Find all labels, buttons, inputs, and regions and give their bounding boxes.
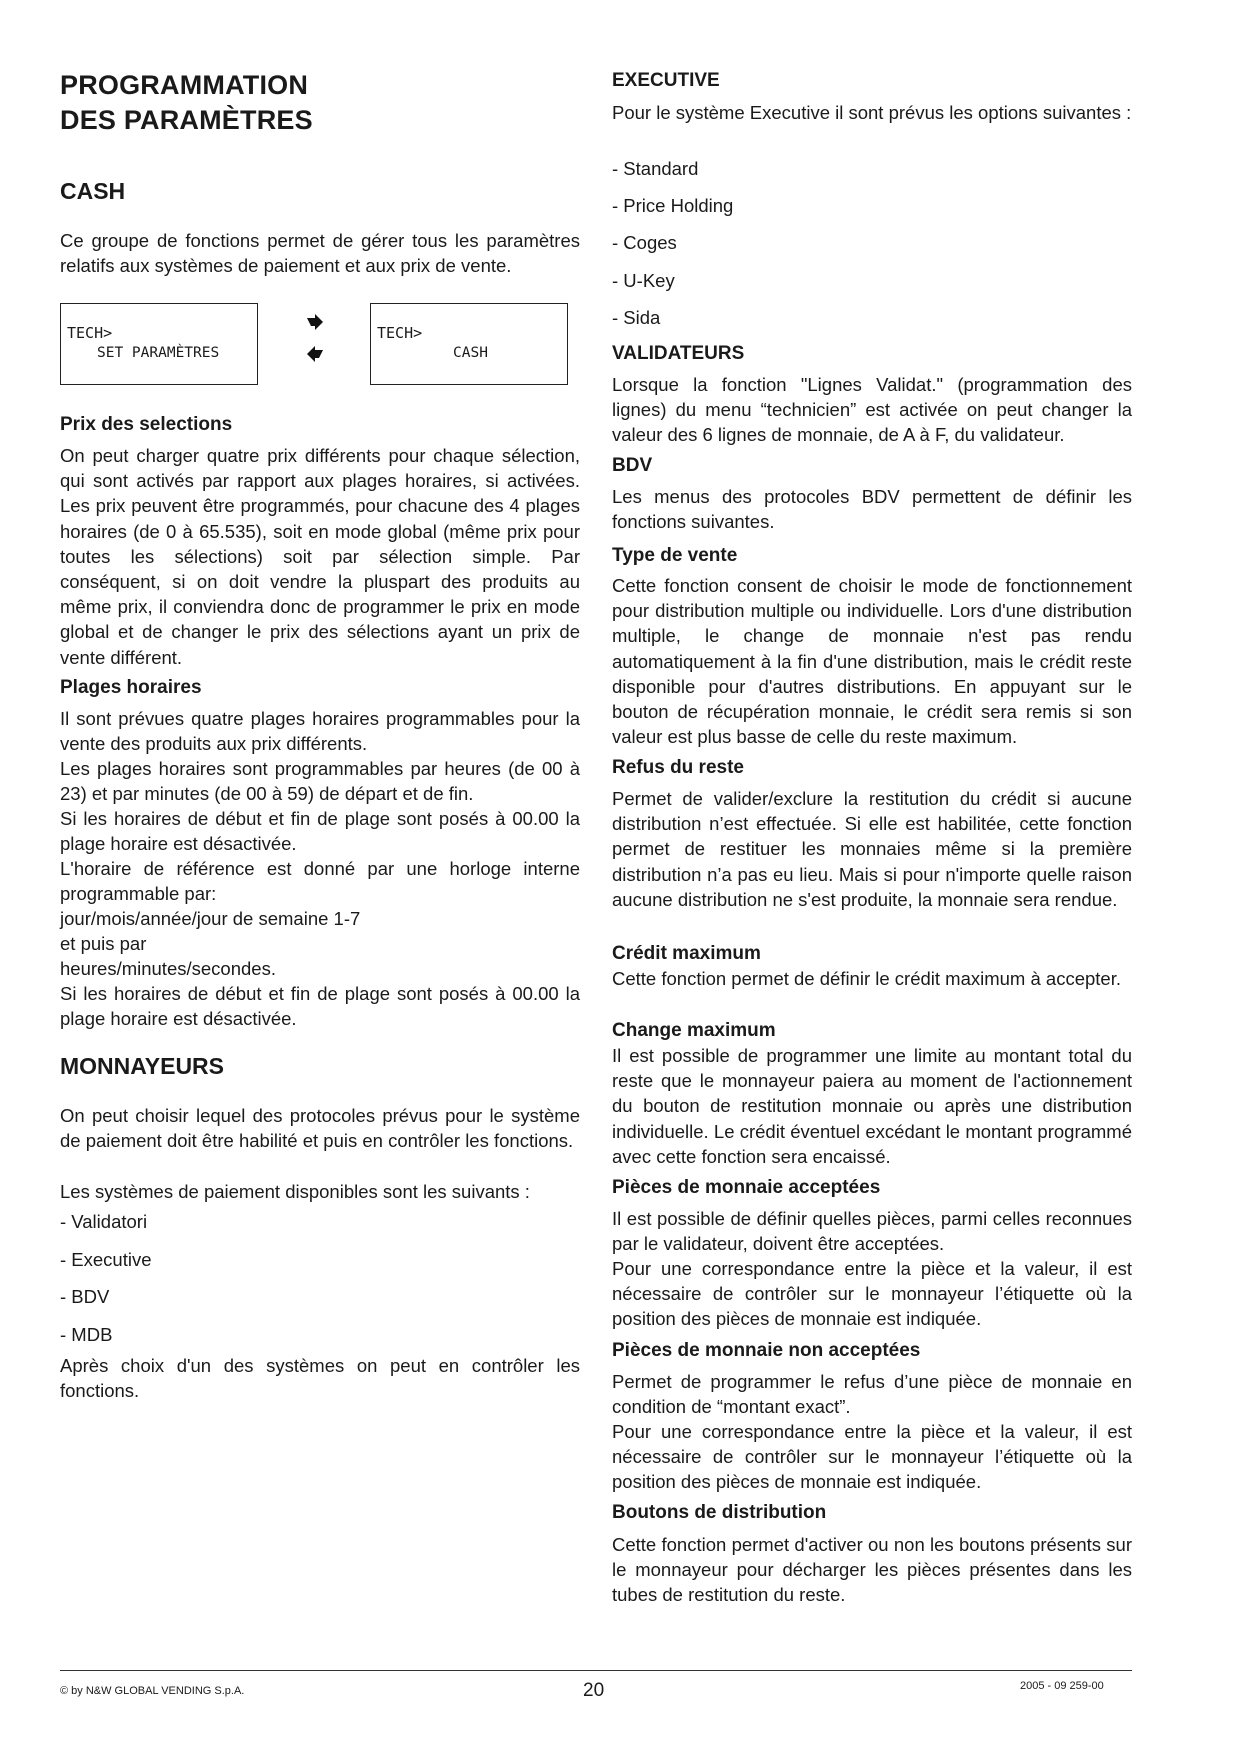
credit-maximum-text: Cette fonction permet de définir le crédit maximum à accepter. bbox=[612, 968, 1121, 989]
page-title bbox=[60, 68, 580, 138]
change-maximum-text: Il est possible de programmer une limite au montant total du reste que le monnayeur paiera au moment de l'actionnement du bouton de restitution monnaie ou après une distribution individuelle. Le crédit éventuel excédant le montant programmé avec cette fonction sera encaissé. bbox=[612, 1045, 1132, 1167]
pieces-non-acceptees-text-2: Pour une correspondance entre la pièce et la valeur, il est nécessaire de contrôler sur le monnayeur l’étiquette où la position des pièces de monnaie est indiquée. bbox=[612, 1421, 1132, 1493]
bdv-text: Les menus des protocoles BDV permettent de définir les fonctions suivantes. bbox=[612, 486, 1132, 533]
plages-text-1: Il sont prévues quatre plages horaires programmables pour la vente des produits aux prix différents. bbox=[60, 708, 580, 755]
monnayeurs-heading: MONNAYEURS bbox=[60, 1053, 225, 1079]
credit-maximum-heading: Crédit maximum bbox=[612, 943, 761, 964]
executive-heading: EXECUTIVE bbox=[612, 70, 720, 91]
monnayeurs-text-2: Les systèmes de paiement disponibles sont les suivants : bbox=[60, 1181, 530, 1202]
prix-selections-text: On peut charger quatre prix différents pour chaque sélection, qui sont activés par rapport aux plages horaires, si activées. Les prix peuvent être programmés, pour chacune des 4 plages horaires (de 0 à 65.535), soit en mode global (même prix pour toutes les sélections) soit par sélection simple. Par conséquent, si on doit vendre la pluspart des produits au même prix, il conviendra donc de programmer le prix en mode global et de changer le prix des sélections ayant un prix de vente différent. bbox=[60, 445, 580, 668]
back-arrow-icon bbox=[305, 345, 327, 363]
list-item: - U-Key bbox=[612, 270, 675, 291]
refus-reste-heading: Refus du reste bbox=[612, 757, 744, 778]
list-item: - MDB bbox=[60, 1324, 113, 1345]
screen-line2: SET PARAMÈTRES bbox=[97, 345, 220, 361]
cash-heading: CASH bbox=[60, 178, 126, 204]
change-maximum-heading: Change maximum bbox=[612, 1020, 776, 1041]
executive-text: Pour le système Executive il sont prévus les options suivantes : bbox=[612, 102, 1132, 123]
monnayeurs-text-3: Après choix d'un des systèmes on peut en contrôler les fonctions. bbox=[60, 1355, 580, 1402]
type-vente-heading: Type de vente bbox=[612, 545, 738, 566]
display-screen-cash bbox=[370, 303, 568, 385]
list-item: - Price Holding bbox=[612, 195, 734, 216]
cash-intro: Ce groupe de fonctions permet de gérer tous les paramètres relatifs aux systèmes de paiement et aux prix de vente. bbox=[60, 230, 580, 277]
boutons-distribution-heading: Boutons de distribution bbox=[612, 1502, 827, 1523]
pieces-acceptees-heading: Pièces de monnaie acceptées bbox=[612, 1177, 881, 1198]
bdv-heading: BDV bbox=[612, 455, 653, 476]
monnayeurs-text-1: On peut choisir lequel des protocoles prévus pour le système de paiement doit être habilité et puis en contrôler les fonctions. bbox=[60, 1105, 580, 1152]
plages-text-2: Les plages horaires sont programmables par heures (de 00 à 23) et par minutes (de 00 à 59) de départ et de fin. bbox=[60, 758, 580, 805]
pieces-acceptees-text-2: Pour une correspondance entre la pièce et la valeur, il est nécessaire de contrôler sur le monnayeur l’étiquette où la position des pièces de monnaie est indiquée. bbox=[612, 1258, 1132, 1330]
plages-line-5: jour/mois/année/jour de semaine 1-7 bbox=[60, 908, 361, 929]
list-item: - Standard bbox=[612, 158, 699, 179]
pieces-non-acceptees-heading: Pièces de monnaie non acceptées bbox=[612, 1340, 921, 1361]
page-title-line1: PROGRAMMATION bbox=[60, 70, 309, 100]
validateurs-text: Lorsque la fonction "Lignes Validat." (programmation des lignes) du menu “technicien” est activée on peut changer la valeur des 6 lignes de monnaie, de A à F, du validateur. bbox=[612, 374, 1132, 446]
list-item: - BDV bbox=[60, 1286, 110, 1307]
type-vente-text: Cette fonction consent de choisir le mode de fonctionnement pour distribution multiple ou individuelle. Lors d'une distribution multiple, le change de monnaie n'est pas rendu automatiquement à la fin d'une distribution, mais le crédit reste disponible pour d'autres distributions. En appuyant sur le bouton de récupération monnaie, le crédit sera remis si son valeur est plus basse de celle du reste maximum. bbox=[612, 575, 1132, 748]
pieces-non-acceptees-text-1: Permet de programmer le refus d’une pièce de monnaie en condition de “montant exact”. bbox=[612, 1371, 1132, 1418]
plages-text-3: Si les horaires de début et fin de plage sont posés à 00.00 la plage horaire est désactivée. bbox=[60, 808, 580, 855]
footer-copyright: © by N&W GLOBAL VENDING S.p.A. bbox=[60, 1685, 245, 1697]
list-item: - Coges bbox=[612, 232, 677, 253]
pieces-acceptees-text-1: Il est possible de définir quelles pièces, parmi celles reconnues par le validateur, doivent être acceptées. bbox=[612, 1208, 1132, 1255]
plages-line-6: et puis par bbox=[60, 933, 147, 954]
plages-horaires-heading: Plages horaires bbox=[60, 677, 202, 698]
page-number: 20 bbox=[583, 1680, 605, 1701]
footer-divider bbox=[60, 1670, 1132, 1671]
display-screen-set-parametres bbox=[60, 303, 258, 385]
page-title-line2: DES PARAMÈTRES bbox=[60, 105, 313, 135]
list-item: - Executive bbox=[60, 1249, 152, 1270]
refus-reste-text: Permet de valider/exclure la restitution du crédit si aucune distribution n’est effectuée. Si elle est habilitée, cette fonction permet de restituer les monnaies même si la première distribution n’a pas eu lieu. Mais si pour n'importe quelle raison aucune distribution ne s'est produite, la monnaie sera rendue. bbox=[612, 788, 1132, 910]
plages-text-4: L'horaire de référence est donné par une horloge interne programmable par: bbox=[60, 858, 580, 905]
screen-line1: TECH> bbox=[377, 324, 423, 342]
screen-line2: CASH bbox=[453, 345, 488, 361]
forward-arrow-icon bbox=[305, 313, 327, 331]
plages-line-7: heures/minutes/secondes. bbox=[60, 958, 276, 979]
document-code: 2005 - 09 259-00 bbox=[1020, 1680, 1104, 1692]
list-item: - Validatori bbox=[60, 1211, 148, 1232]
plages-text-8: Si les horaires de début et fin de plage sont posés à 00.00 la plage horaire est désactivée. bbox=[60, 983, 580, 1030]
boutons-distribution-text: Cette fonction permet d'activer ou non les boutons présents sur le monnayeur pour décharger les pièces présentes dans les tubes de restitution du reste. bbox=[612, 1534, 1132, 1606]
list-item: - Sida bbox=[612, 307, 661, 328]
prix-selections-heading: Prix des selections bbox=[60, 414, 233, 435]
screen-line1: TECH> bbox=[67, 324, 113, 342]
validateurs-heading: VALIDATEURS bbox=[612, 343, 745, 364]
